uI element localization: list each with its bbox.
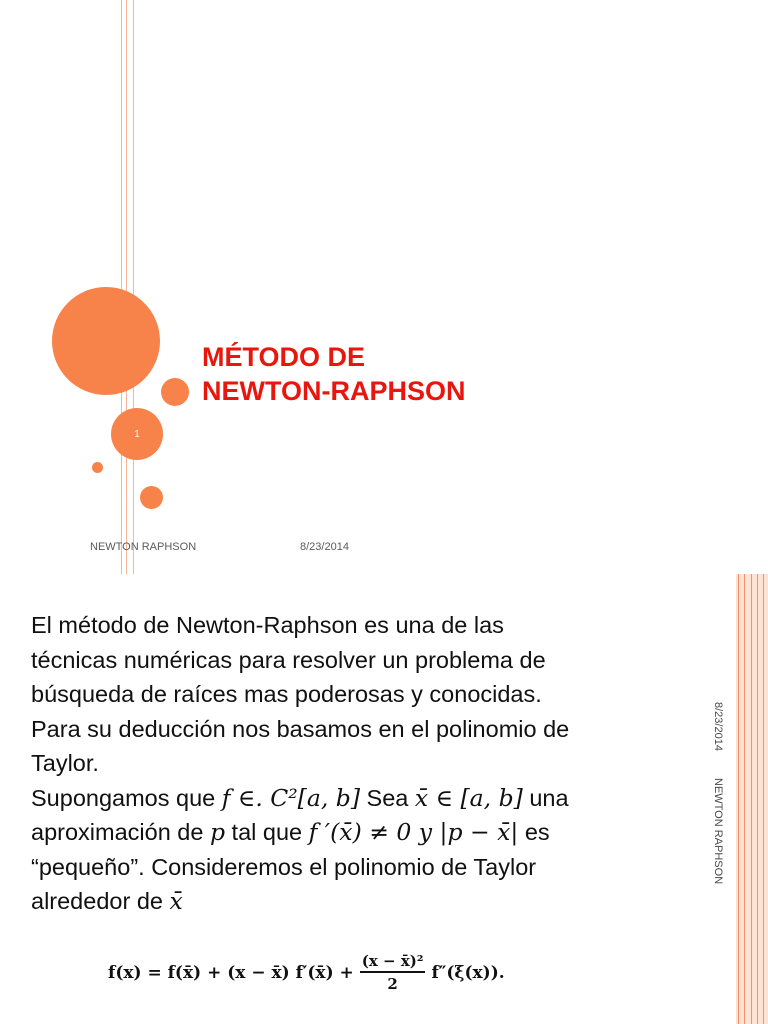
- text-span: Sea: [360, 784, 415, 811]
- text-span: una: [522, 784, 569, 811]
- fraction-denominator: 2: [387, 975, 398, 993]
- math-expression: x̄ ∈ [a, b]: [414, 783, 523, 812]
- decorative-line: [757, 574, 758, 1024]
- formula-fraction: [360, 952, 426, 993]
- math-expression: f ∈. C²[a, b]: [221, 783, 361, 812]
- side-date: 8/23/2014: [712, 702, 724, 751]
- footer-date: 8/23/2014: [300, 541, 349, 553]
- decorative-line: [738, 574, 739, 1024]
- decorative-line: [133, 0, 134, 574]
- paragraph-line-math: [31, 815, 721, 850]
- text-span: alrededor de: [31, 888, 170, 914]
- paragraph-line-math: [31, 781, 721, 816]
- paragraph-line: técnicas numéricas para resolver un problema de: [31, 646, 546, 673]
- decorative-line: [121, 0, 122, 574]
- text-span: tal que: [225, 819, 309, 845]
- paragraph-line: Taylor.: [31, 750, 99, 776]
- formula-left: f(x) = f(x̄) + (x − x̄) f′(x̄) +: [108, 962, 354, 983]
- paragraph-line: El método de Newton-Raphson es una de las: [31, 612, 504, 638]
- slide-number: 1: [134, 428, 140, 440]
- content-slide: [0, 574, 768, 1024]
- paragraph-line: Para su deducción nos basamos en el polinomio de: [31, 715, 570, 742]
- paragraph-line: “pequeño”. Consideremos el polinomio de Taylor: [31, 853, 537, 880]
- slide-title-line1: MÉTODO DE: [202, 342, 366, 372]
- decorative-circle-small: [161, 378, 189, 406]
- decorative-line: [744, 574, 745, 1024]
- taylor-formula: [108, 952, 505, 993]
- decorative-circle-small: [140, 486, 163, 509]
- paragraph-line-math: [31, 884, 721, 919]
- side-title: NEWTON RAPHSON: [712, 778, 724, 885]
- math-expression: p: [209, 818, 226, 846]
- decorative-circle-tiny: [92, 462, 103, 473]
- slide-title-line2: NEWTON-RAPHSON: [202, 376, 466, 406]
- slide-title: [202, 340, 466, 408]
- math-expression: x̄: [169, 887, 183, 915]
- math-expression: f ′(x̄) ≠ 0 y |p − x̄|: [308, 818, 519, 846]
- paragraph-line: búsqueda de raíces mas poderosas y conocidas.: [31, 681, 542, 707]
- decorative-circle-large: [52, 287, 160, 395]
- footer-title: NEWTON RAPHSON: [90, 541, 197, 553]
- decorative-line: [126, 0, 127, 574]
- fraction-numerator: (x − x̄)²: [360, 952, 426, 973]
- decorative-line: [763, 574, 764, 1024]
- body-text: [31, 608, 721, 919]
- formula-right: f″(ξ(x)).: [431, 962, 505, 983]
- text-span: es: [518, 819, 550, 845]
- decorative-line: [751, 574, 752, 1024]
- text-span: aproximación de: [31, 819, 210, 845]
- text-span: Supongamos que: [31, 784, 222, 811]
